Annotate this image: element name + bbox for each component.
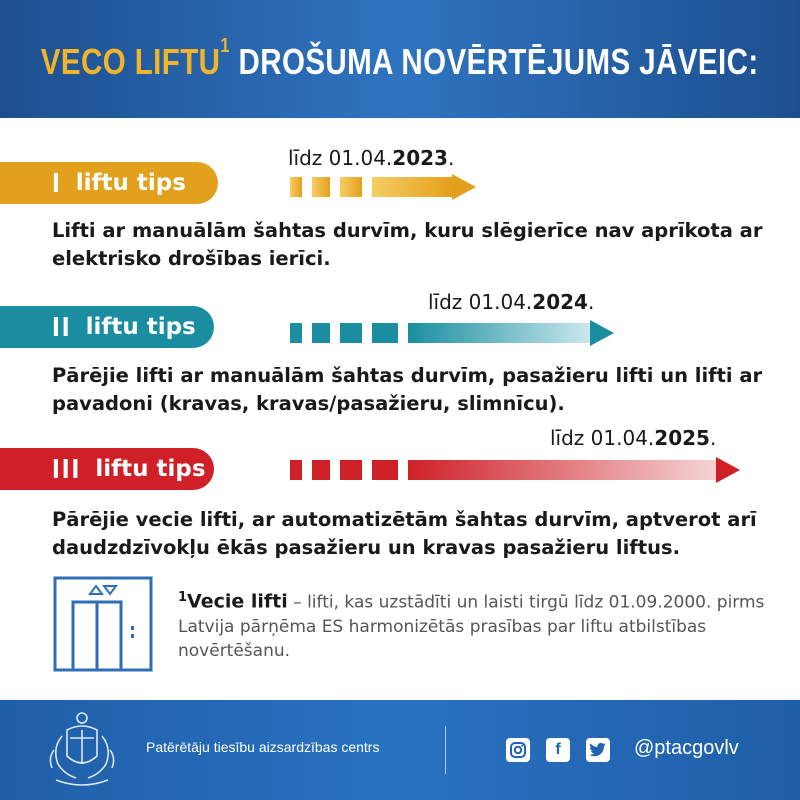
elevator-icon [53, 576, 153, 672]
footnote-mark: 1 [178, 590, 188, 605]
type-2-pill [0, 306, 214, 348]
page-title [41, 35, 759, 83]
type-2-arrow [290, 320, 614, 346]
footnote [178, 586, 778, 663]
title-footnote-mark: 1 [220, 35, 231, 57]
type-2-roman: II [52, 311, 72, 342]
type-1-arrow [290, 174, 476, 200]
type-3-label: liftu tips [95, 456, 206, 482]
social-handle[interactable]: @ptacgovlv [634, 737, 739, 759]
twitter-icon[interactable] [586, 738, 610, 762]
footnote-term: Vecie lifti [187, 590, 288, 613]
header-banner [0, 0, 800, 118]
type-2-deadline: līdz 01.04.2024. [428, 290, 595, 314]
type-3-description: Pārējie vecie lifti, ar automatizētām šahtas durvīm, aptverot arī daudzdzīvokļu ēkās pasažieru un kravas pasažieru liftus. [52, 508, 757, 559]
type-3-pill [0, 448, 214, 490]
footer-divider [445, 726, 446, 774]
type-3-deadline: līdz 01.04.2025. [550, 426, 717, 450]
coat-of-arms-icon [42, 708, 122, 792]
footer [0, 700, 800, 800]
type-1-deadline: līdz 01.04.2023. [288, 146, 455, 170]
facebook-icon[interactable]: f [546, 738, 570, 762]
type-1-label: liftu tips [75, 170, 186, 196]
type-1-roman: I [52, 167, 62, 198]
title-accent: VECO LIFTU [41, 41, 221, 82]
type-2-label: liftu tips [85, 314, 196, 340]
instagram-icon[interactable] [506, 738, 530, 762]
type-2-description: Pārējie lifti ar manuālām šahtas durvīm, pasažieru lifti un lifti ar pavadoni (kravas, kravas/pasažieru, slimnīcu). [52, 364, 763, 415]
type-3-roman: III [52, 453, 82, 484]
title-rest: DROŠUMA NOVĒRTĒJUMS JĀVEIC: [230, 41, 759, 82]
type-1-description: Lifti ar manuālām šahtas durvīm, kuru slēgierīce nav aprīkota ar elektrisko drošības ierīci. [52, 219, 763, 270]
footnote-text: – lifti, kas uzstādīti un laisti tirgū līdz 01.09.2000. pirms Latvija pārņēma ES harmonizētās prasības par liftu atbilstības novērtēšanu. [178, 592, 765, 661]
type-3-arrow [290, 457, 740, 483]
organization-name: Patērētāju tiesību aizsardzības centrs [146, 739, 380, 755]
type-1-pill [0, 162, 218, 204]
